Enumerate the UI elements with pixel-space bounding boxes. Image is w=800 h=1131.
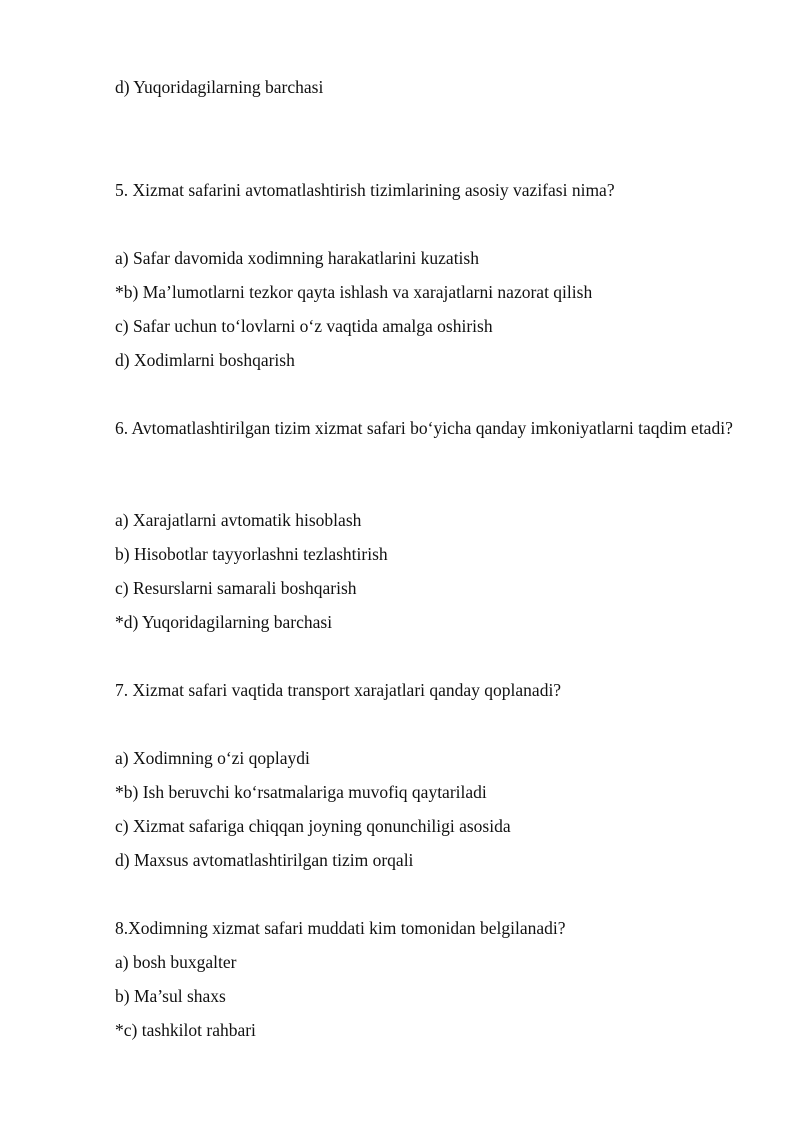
- option-c-q7: c) Xizmat safariga chiqqan joyning qonunchiligi asosida: [115, 816, 511, 836]
- question-6: 6. Avtomatlashtirilgan tizim xizmat safari bo‘yicha qanday imkoniyatlarni taqdim etadi?: [115, 418, 733, 438]
- question-8: 8.Xodimning xizmat safari muddati kim tomonidan belgilanadi?: [115, 918, 566, 938]
- option-d-q6: *d) Yuqoridagilarning barchasi: [115, 612, 333, 632]
- option-c-q5: c) Safar uchun to‘lovlarni o‘z vaqtida amalga oshirish: [115, 316, 493, 336]
- option-d-q5: d) Xodimlarni boshqarish: [115, 350, 295, 370]
- option-b-q8: b) Ma’sul shaxs: [115, 986, 226, 1006]
- option-b-q5: *b) Ma’lumotlarni tezkor qayta ishlash va xarajatlarni nazorat qilish: [115, 282, 593, 302]
- question-7: 7. Xizmat safari vaqtida transport xarajatlari qanday qoplanadi?: [115, 680, 562, 700]
- option-c-q8: *c) tashkilot rahbari: [115, 1020, 256, 1040]
- option-a-q6: a) Xarajatlarni avtomatik hisoblash: [115, 510, 362, 530]
- option-b-q7: *b) Ish beruvchi ko‘rsatmalariga muvofiq qaytariladi: [115, 782, 487, 802]
- option-c-q6: c) Resurslarni samarali boshqarish: [115, 578, 357, 598]
- option-a-q5: a) Safar davomida xodimning harakatlarini kuzatish: [115, 248, 479, 268]
- option-b-q6: b) Hisobotlar tayyorlashni tezlashtirish: [115, 544, 388, 564]
- option-d-q4: d) Yuqoridagilarning barchasi: [115, 77, 324, 97]
- option-a-q7: a) Xodimning o‘zi qoplaydi: [115, 748, 310, 768]
- option-a-q8: a) bosh buxgalter: [115, 952, 237, 972]
- question-5: 5. Xizmat safarini avtomatlashtirish tizimlarining asosiy vazifasi nima?: [115, 180, 615, 200]
- option-d-q7: d) Maxsus avtomatlashtirilgan tizim orqali: [115, 850, 414, 870]
